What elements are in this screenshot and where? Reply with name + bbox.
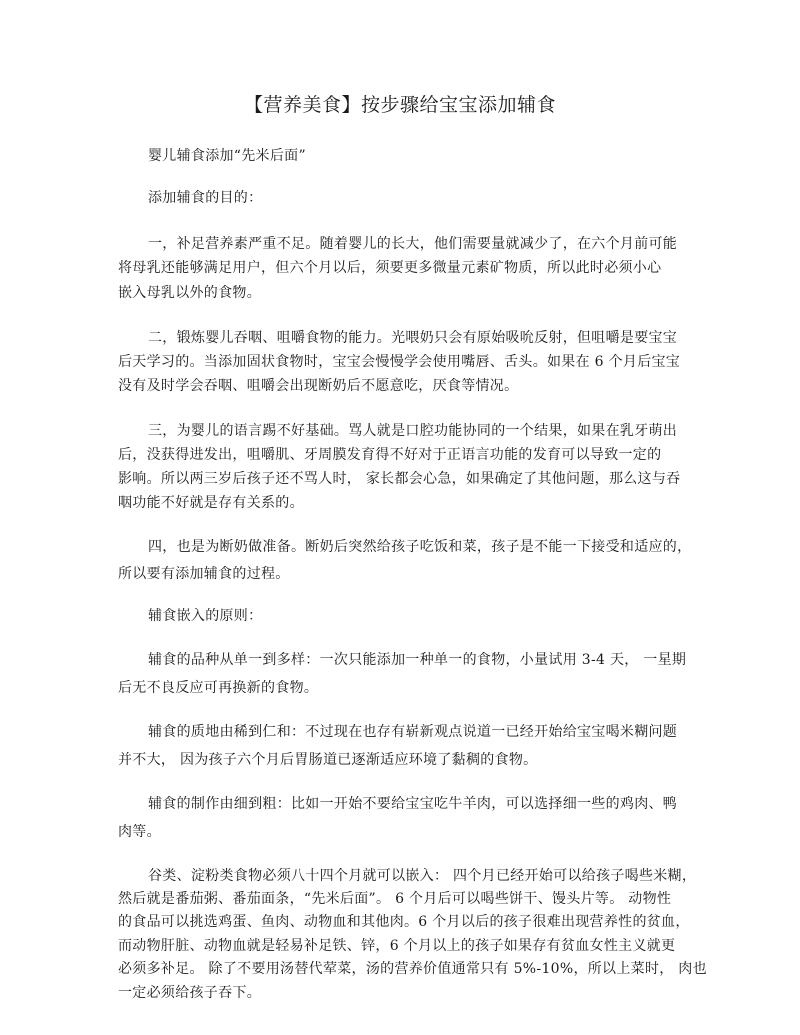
paragraph-line: 辅食嵌入的原则： <box>148 608 263 624</box>
paragraph-line: 的食品可以挑选鸡蛋、鱼肉、动物血和其他肉。6 个月以后的孩子很难出现营养性的贫血， <box>118 914 690 930</box>
paragraph-line: 后天学习的。当添加固状食物时，宝宝会慢慢学会使用嘴唇、舌头。如果在 6 个月后宝宝 <box>118 354 681 370</box>
paragraph-line: 然后就是番茄粥、番茄面条，“先米后面”。 6 个月后可以喝些饼干、馒头片等。 动物性 <box>118 891 672 907</box>
paragraph-line: 谷类、淀粉类食物必须八十四个月就可以嵌入： 四个月已经开始可以给孩子喝些米糊， <box>148 868 697 884</box>
paragraph-line: 肉等。 <box>118 824 161 840</box>
paragraph-line: 所以要有添加辅食的过程。 <box>118 566 290 582</box>
paragraph-line: 咽功能不好就是存有关系的。 <box>118 495 304 511</box>
document-title: 【营养美食】按步骤给宝宝添加辅食 <box>243 94 556 116</box>
paragraph-line: 二，锻炼婴儿吞咽、咀嚼食物的能力。光喂奶只会有原始吸吮反射，但咀嚼是要宝宝 <box>148 330 678 346</box>
paragraph-line: 一定必须给孩子吞下。 <box>118 985 261 1001</box>
paragraph-line: 将母乳还能够满足用户，但六个月以后，须要更多微量元素矿物质，所以此时必须小心 <box>118 260 662 276</box>
paragraph-line: 而动物肝脏、动物血就是轻易补足铁、锌，6 个月以上的孩子如果存有贫血女性主义就更 <box>118 938 676 954</box>
paragraph-line: 影响。所以两三岁后孩子还不骂人时， 家长都会心急，如果确定了其他问题，那么这与吞 <box>118 471 681 487</box>
paragraph-line: 后，没获得进发出，咀嚼肌、牙周膜发育得不好对于正语言功能的发育可以导致一定的 <box>118 447 662 463</box>
paragraph-line: 三，为婴儿的语言踢不好基础。骂人就是口腔功能协同的一个结果，如果在乳牙萌出 <box>148 423 678 439</box>
paragraph-line: 辅食的品种从单一到多样：一次只能添加一种单一的食物，小量试用 3-4 天， 一星期 <box>148 652 687 668</box>
paragraph-line: 嵌入母乳以外的食物。 <box>118 285 261 301</box>
paragraph-line: 后无不良反应可再换新的食物。 <box>118 680 319 696</box>
paragraph-line: 添加辅食的目的： <box>148 190 263 206</box>
paragraph-line: 必须多补足。 除了不要用汤替代荤菜，汤的营养价值通常只有 5%-10%，所以上菜时， 肉也 <box>118 961 707 977</box>
paragraph-line: 辅食的制作由细到粗：比如一开始不要给宝宝吃牛羊肉，可以选择细一些的鸡肉、鸭 <box>148 796 678 812</box>
paragraph-line: 婴儿辅食添加“先米后面” <box>148 148 306 164</box>
paragraph-line: 一，补足营养素严重不足。随着婴儿的长大，他们需要量就减少了，在六个月前可能 <box>148 236 678 252</box>
paragraph-line: 没有及时学会吞咽、咀嚼会出现断奶后不愿意吃，厌食等情况。 <box>118 378 519 394</box>
paragraph-line: 辅食的质地由稀到仁和：不过现在也存有崭新观点说道一已经开始给宝宝喝米糊问题 <box>148 724 678 740</box>
paragraph-line: 四，也是为断奶做准备。断奶后突然给孩子吃饭和菜，孩子是不能一下接受和适应的， <box>148 539 692 555</box>
paragraph-line: 并不大， 因为孩子六个月后胃肠道已逐渐适应环境了黏稠的食物。 <box>118 752 538 768</box>
